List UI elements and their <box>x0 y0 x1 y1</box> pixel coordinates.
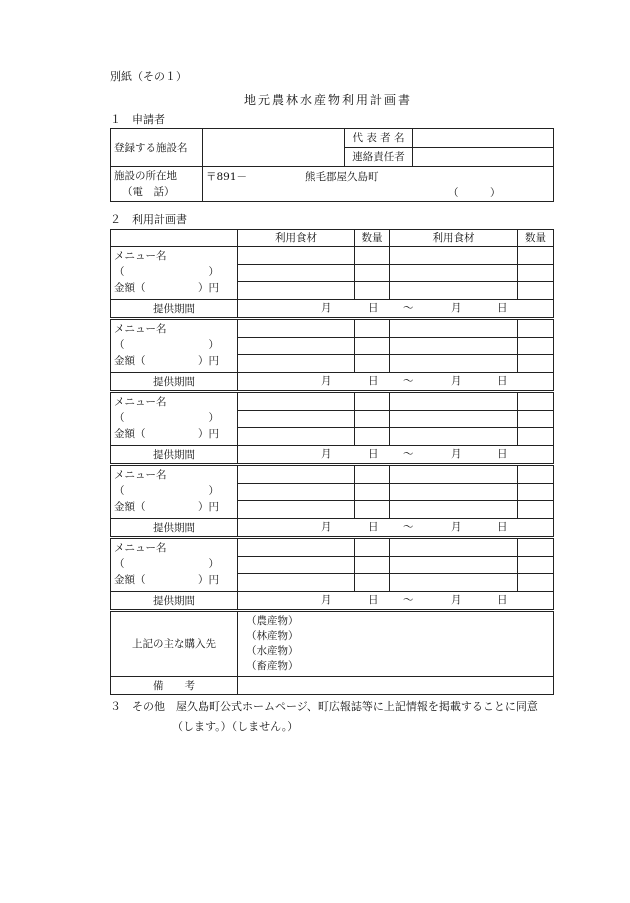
period-end-day: 日 <box>497 594 508 606</box>
qty-cell[interactable] <box>355 355 390 373</box>
buyer-fish: （水産物） <box>246 645 299 657</box>
menu-name-label: メニュー名 <box>114 250 167 262</box>
address-label: 施設の所在地 <box>114 170 177 182</box>
qty-cell[interactable] <box>355 337 390 355</box>
period-start-day: 日 <box>368 594 379 606</box>
menu-cell-5[interactable] <box>111 538 238 592</box>
address-label-cell <box>111 167 203 202</box>
food-cell[interactable] <box>238 392 355 411</box>
menu-price-label: 金額（ ）円 <box>114 574 219 586</box>
menu-price-label: 金額（ ）円 <box>114 501 219 513</box>
period-tilde: ～ <box>403 448 414 460</box>
menu-name-paren: （ ） <box>114 339 219 351</box>
qty-cell[interactable] <box>355 501 390 519</box>
section3-consent-options[interactable]: （します。）（しません。） <box>172 720 299 733</box>
food-cell[interactable] <box>238 556 355 574</box>
period-end-day: 日 <box>497 302 508 314</box>
menu-name-paren: （ ） <box>114 412 219 424</box>
menu-name-paren: （ ） <box>114 266 219 278</box>
qty-cell[interactable] <box>518 392 554 411</box>
food-cell[interactable] <box>390 264 518 282</box>
qty-cell[interactable] <box>518 247 554 265</box>
food-cell[interactable] <box>390 355 518 373</box>
qty-cell[interactable] <box>518 483 554 501</box>
qty-cell[interactable] <box>355 319 390 338</box>
menu-name-label: メニュー名 <box>114 396 167 408</box>
period-start-day: 日 <box>368 521 379 533</box>
food-cell[interactable] <box>238 465 355 484</box>
period-value[interactable] <box>238 592 554 611</box>
food-cell[interactable] <box>390 501 518 519</box>
phone-parens: （ ） <box>448 187 501 199</box>
period-end-month: 月 <box>451 594 462 606</box>
period-value[interactable] <box>238 519 554 538</box>
menu-block-4-period <box>111 519 554 538</box>
menu-block-1-row1 <box>111 247 554 265</box>
food-cell[interactable] <box>390 574 518 592</box>
qty-cell[interactable] <box>518 410 554 428</box>
period-tilde: ～ <box>403 594 414 606</box>
document-title: 地元農林水産物利用計画書 <box>244 93 413 107</box>
remarks-value[interactable] <box>238 677 554 695</box>
section2-heading: ２ 利用計画書 <box>110 213 187 226</box>
menu-name-label: メニュー名 <box>114 542 167 554</box>
plan-header-row <box>111 230 554 247</box>
buyer-list[interactable] <box>238 611 554 677</box>
qty-cell[interactable] <box>518 337 554 355</box>
period-value[interactable] <box>238 446 554 465</box>
food-cell[interactable] <box>238 428 355 446</box>
buyer-forest: （林産物） <box>246 630 299 642</box>
qty-cell[interactable] <box>518 501 554 519</box>
food-cell[interactable] <box>238 319 355 338</box>
menu-block-3-period <box>111 446 554 465</box>
qty-cell[interactable] <box>518 264 554 282</box>
representative-label: 代 表 者 名 <box>345 129 413 148</box>
menu-name-label: メニュー名 <box>114 323 167 335</box>
menu-cell-2[interactable] <box>111 319 238 373</box>
menu-block-4-row1 <box>111 465 554 484</box>
food-cell[interactable] <box>390 483 518 501</box>
menu-name-paren: （ ） <box>114 485 219 497</box>
qty-cell[interactable] <box>355 428 390 446</box>
col-qty-1: 数量 <box>355 230 390 247</box>
facility-name-value[interactable] <box>203 129 345 167</box>
period-start-month: 月 <box>321 375 332 387</box>
period-start-month: 月 <box>321 302 332 314</box>
period-start-month: 月 <box>321 594 332 606</box>
qty-cell[interactable] <box>518 282 554 300</box>
contact-value[interactable] <box>413 148 554 167</box>
food-cell[interactable] <box>238 282 355 300</box>
period-start-day: 日 <box>368 302 379 314</box>
col-food-1: 利用食材 <box>238 230 355 247</box>
menu-price-label: 金額（ ）円 <box>114 282 219 294</box>
food-cell[interactable] <box>238 264 355 282</box>
section3-consent-line: ３ その他 屋久島町公式ホームページ、町広報誌等に上記情報を掲載することに同意 <box>110 700 538 713</box>
period-start-day: 日 <box>368 375 379 387</box>
menu-block-2-row1 <box>111 319 554 338</box>
attachment-label: 別紙（その１） <box>110 70 187 83</box>
buyer-livestock: （畜産物） <box>246 660 299 672</box>
col-qty-2: 数量 <box>518 230 554 247</box>
period-tilde: ～ <box>403 375 414 387</box>
qty-cell[interactable] <box>355 392 390 411</box>
period-value[interactable] <box>238 373 554 392</box>
food-cell[interactable] <box>390 556 518 574</box>
food-cell[interactable] <box>238 410 355 428</box>
qty-cell[interactable] <box>355 465 390 484</box>
remarks-row <box>111 677 554 695</box>
period-end-day: 日 <box>497 448 508 460</box>
food-cell[interactable] <box>390 282 518 300</box>
qty-cell[interactable] <box>355 574 390 592</box>
period-label: 提供期間 <box>111 519 238 538</box>
buyer-agri: （農産物） <box>246 615 299 627</box>
qty-cell[interactable] <box>355 247 390 265</box>
period-end-month: 月 <box>451 521 462 533</box>
qty-cell[interactable] <box>518 319 554 338</box>
food-cell[interactable] <box>390 247 518 265</box>
period-label: 提供期間 <box>111 592 238 611</box>
period-tilde: ～ <box>403 521 414 533</box>
period-end-month: 月 <box>451 375 462 387</box>
header-blank <box>111 230 238 247</box>
representative-value[interactable] <box>413 129 554 148</box>
menu-cell-1[interactable] <box>111 247 238 300</box>
qty-cell[interactable] <box>518 428 554 446</box>
menu-block-5-row1 <box>111 538 554 557</box>
qty-cell[interactable] <box>518 556 554 574</box>
qty-cell[interactable] <box>518 355 554 373</box>
menu-price-label: 金額（ ）円 <box>114 355 219 367</box>
period-start-month: 月 <box>321 448 332 460</box>
food-cell[interactable] <box>238 538 355 557</box>
menu-cell-3[interactable] <box>111 392 238 446</box>
contact-label: 連絡責任者 <box>345 148 413 167</box>
menu-cell-4[interactable] <box>111 465 238 519</box>
period-value[interactable] <box>238 300 554 319</box>
address-value-cell[interactable] <box>203 167 554 202</box>
plan-table <box>110 229 554 695</box>
menu-name-paren: （ ） <box>114 558 219 570</box>
menu-block-2-period <box>111 373 554 392</box>
period-start-month: 月 <box>321 521 332 533</box>
period-end-day: 日 <box>497 521 508 533</box>
period-label: 提供期間 <box>111 300 238 319</box>
buyer-label: 上記の主な購入先 <box>111 611 238 677</box>
period-end-month: 月 <box>451 302 462 314</box>
qty-cell[interactable] <box>355 282 390 300</box>
facility-name-label: 登録する施設名 <box>111 129 203 167</box>
period-end-day: 日 <box>497 375 508 387</box>
period-label: 提供期間 <box>111 446 238 465</box>
food-cell[interactable] <box>238 247 355 265</box>
qty-cell[interactable] <box>355 264 390 282</box>
menu-block-1-period <box>111 300 554 319</box>
food-cell[interactable] <box>390 392 518 411</box>
buyer-row <box>111 611 554 677</box>
qty-cell[interactable] <box>355 538 390 557</box>
remarks-label: 備 考 <box>111 677 238 695</box>
qty-cell[interactable] <box>518 574 554 592</box>
food-cell[interactable] <box>238 483 355 501</box>
town-name: 熊毛郡屋久島町 <box>305 171 379 183</box>
menu-block-3-row1 <box>111 392 554 411</box>
qty-cell[interactable] <box>518 465 554 484</box>
period-tilde: ～ <box>403 302 414 314</box>
col-food-2: 利用食材 <box>390 230 518 247</box>
qty-cell[interactable] <box>355 556 390 574</box>
food-cell[interactable] <box>390 337 518 355</box>
food-cell[interactable] <box>390 410 518 428</box>
period-end-month: 月 <box>451 448 462 460</box>
menu-name-label: メニュー名 <box>114 469 167 481</box>
food-cell[interactable] <box>390 319 518 338</box>
menu-block-5-period <box>111 592 554 611</box>
postal-code: 〒891－ <box>206 171 248 183</box>
food-cell[interactable] <box>238 337 355 355</box>
phone-label: （電 話） <box>122 186 175 198</box>
period-start-day: 日 <box>368 448 379 460</box>
qty-cell[interactable] <box>355 483 390 501</box>
food-cell[interactable] <box>238 574 355 592</box>
qty-cell[interactable] <box>355 410 390 428</box>
food-cell[interactable] <box>390 538 518 557</box>
food-cell[interactable] <box>238 355 355 373</box>
period-label: 提供期間 <box>111 373 238 392</box>
applicant-table <box>110 128 554 202</box>
qty-cell[interactable] <box>518 538 554 557</box>
food-cell[interactable] <box>390 465 518 484</box>
section1-heading: １ 申請者 <box>110 113 165 126</box>
food-cell[interactable] <box>390 428 518 446</box>
food-cell[interactable] <box>238 501 355 519</box>
menu-price-label: 金額（ ）円 <box>114 428 219 440</box>
